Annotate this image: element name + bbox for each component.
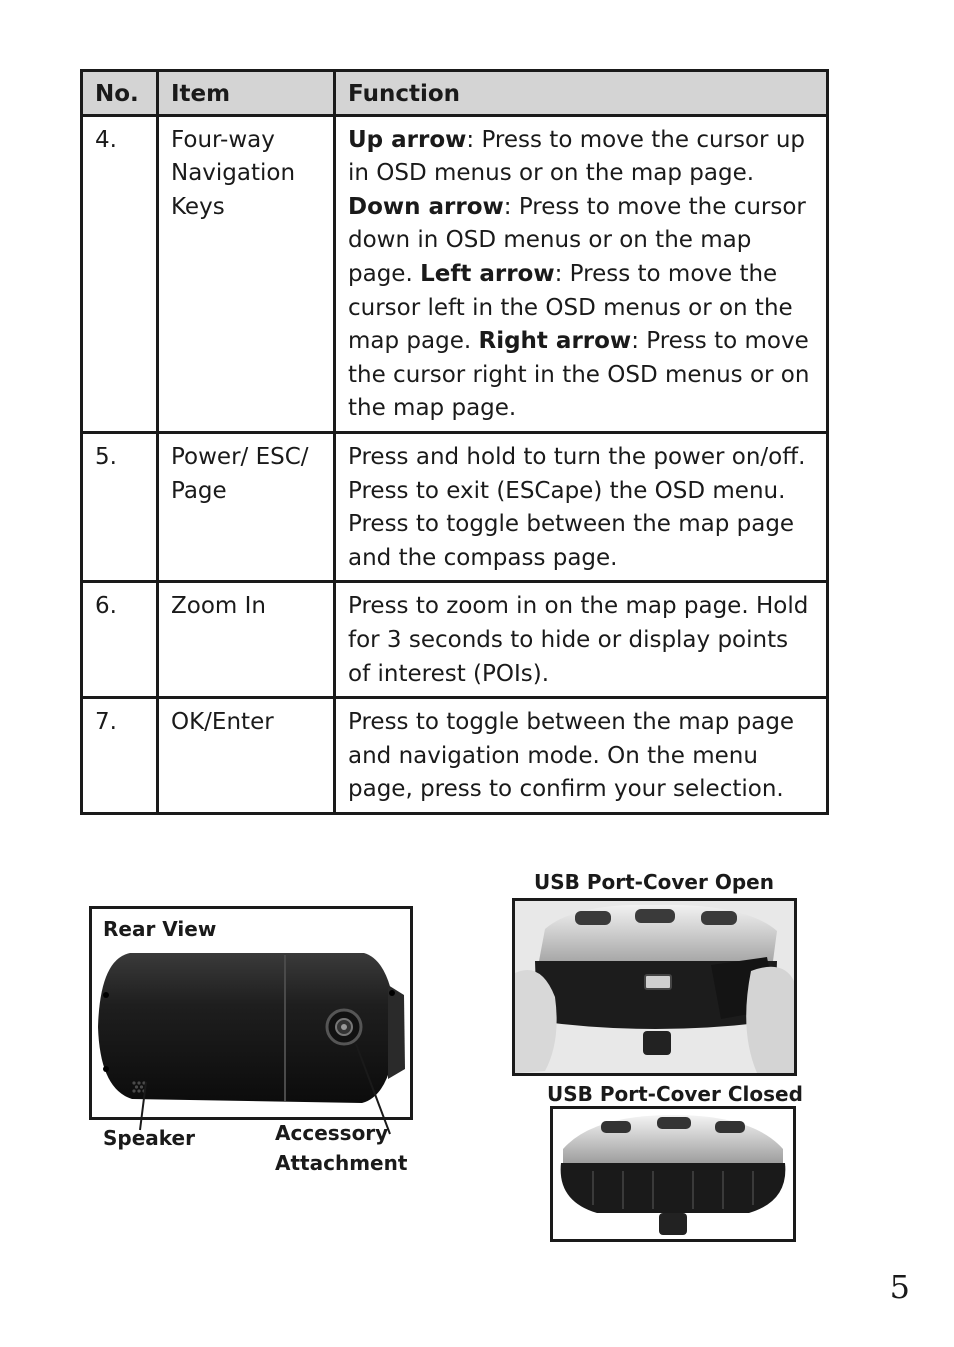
usb-open-title: USB Port-Cover Open [534, 870, 774, 894]
row-item: Four-way Navigation Keys [158, 115, 335, 432]
usb-closed-illustration [553, 1109, 793, 1239]
function-text: Press and hold to turn the power on/off. Press to exit (ESCape) the OSD menu. Press to toggle between the map page and the compass page. [348, 443, 806, 571]
rear-view-title: Rear View [103, 917, 217, 941]
usb-closed-photo [550, 1106, 796, 1242]
function-text: : Press to move the cursor up in OSD menus or on the map page. [348, 126, 805, 187]
row-number: 6. [82, 582, 158, 698]
header-item: Item [158, 71, 335, 116]
function-text-bold: Down arrow [348, 193, 504, 220]
function-text: : Press to move the cursor left in the OSD menus or on the map page. [348, 260, 793, 355]
function-text-bold: Left arrow [420, 260, 555, 287]
page-number: 5 [889, 1268, 910, 1306]
function-text: Press to zoom in on the map page. Hold for 3 seconds to hide or display points of interest (POIs). [348, 593, 809, 687]
row-number: 4. [82, 115, 158, 432]
function-text: : Press to move the cursor down in OSD menus or on the map page. [348, 193, 806, 287]
accessory-label: Accessory [275, 1121, 389, 1145]
header-function: Function [335, 71, 828, 116]
row-number: 7. [82, 698, 158, 814]
usb-open-photo [512, 898, 797, 1076]
function-text: Press to toggle between the map page and navigation mode. On the menu page, press to confirm your selection. [348, 709, 795, 803]
function-text-bold: Right arrow [478, 328, 632, 355]
row-item: OK/Enter [158, 698, 335, 814]
function-text-bold: Up arrow [348, 126, 467, 153]
row-item: Zoom In [158, 582, 335, 698]
header-no: No. [82, 71, 158, 116]
row-item: Power/ ESC/ Page [158, 432, 335, 581]
row-number: 5. [82, 432, 158, 581]
function-text: : Press to move the cursor right in the OSD menus or on the map page. [348, 328, 810, 422]
attachment-label: Attachment [275, 1151, 408, 1175]
usb-open-illustration [515, 901, 794, 1073]
speaker-label: Speaker [103, 1126, 195, 1150]
usb-closed-title: USB Port-Cover Closed [547, 1082, 803, 1106]
